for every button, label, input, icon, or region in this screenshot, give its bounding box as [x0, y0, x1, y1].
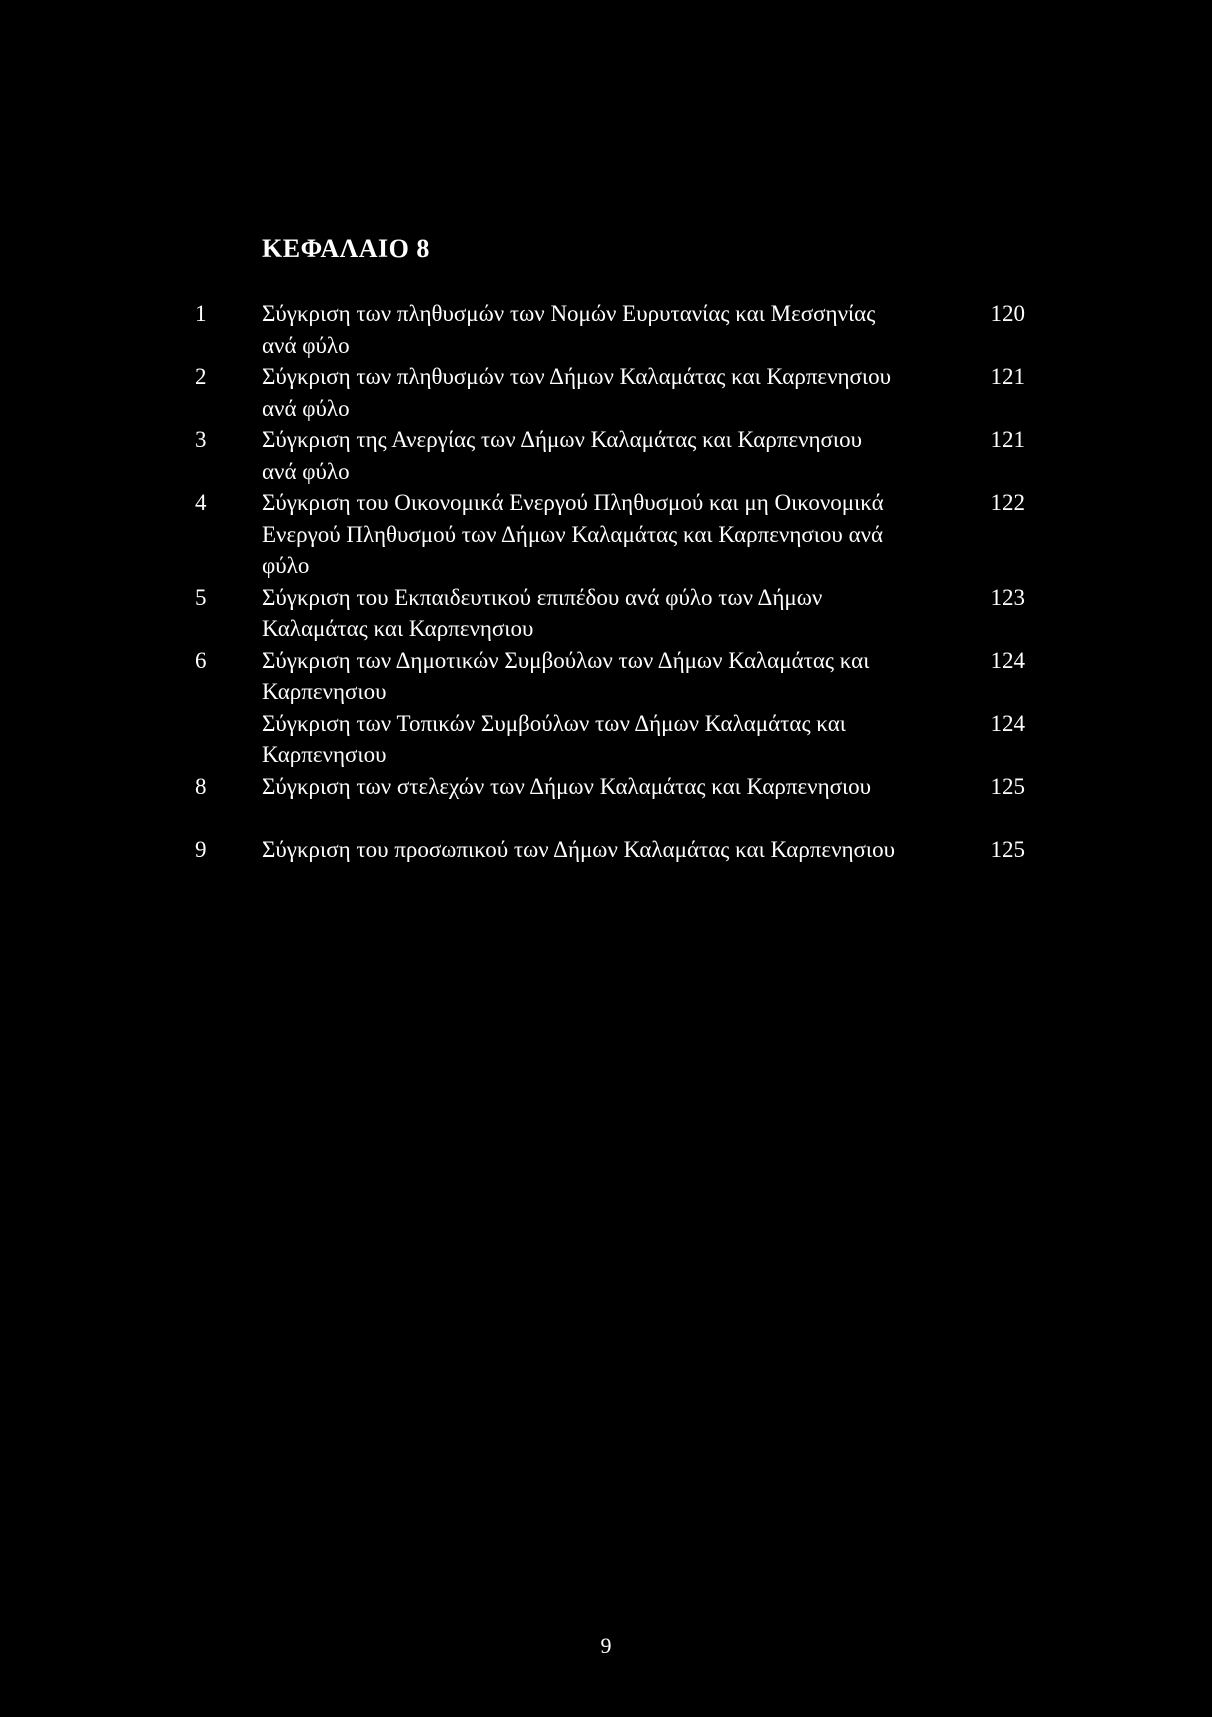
toc-entry: [195, 487, 1025, 582]
entry-number: 5: [195, 584, 207, 610]
entry-number: 8: [195, 773, 207, 799]
entry-number: 1: [195, 301, 207, 326]
entry-title: Σύγκριση των Δημοτικών Συμβούλων των Δήμων Καλαμάτας και Καρπενησιου: [262, 647, 870, 704]
entry-title: Σύγκριση του Εκπαιδευτικού επιπέδου ανά φύλο των Δήμων Καλαμάτας και Καρπενησιου: [262, 584, 823, 641]
entry-page: 122: [990, 490, 1025, 515]
entry-page: 124: [990, 710, 1025, 736]
toc-entry: [195, 771, 1025, 834]
table-of-contents: [195, 298, 1025, 897]
entry-title: Σύγκριση του Οικονομικά Ενεργού Πληθυσμού και μη Οικονομικά Ενεργού Πληθυσμού των Δήμων Καλαμάτας και Καρπενησιου ανά φύλο: [262, 490, 884, 578]
entry-title: Σύγκριση της Ανεργίας των Δήμων Καλαμάτας και Καρπενησιου ανά φύλο: [262, 427, 862, 484]
entry-page: 120: [990, 301, 1025, 326]
toc-entry: [195, 645, 1025, 708]
entry-page: 123: [990, 584, 1025, 610]
entry-number: 4: [195, 490, 207, 515]
toc-entry: [195, 424, 1025, 487]
page-number: 9: [600, 1633, 612, 1658]
entry-page: 121: [990, 427, 1025, 452]
entry-title: Σύγκριση των στελεχών των Δήμων Καλαμάτας και Καρπενησιου: [262, 773, 872, 799]
entry-title: Σύγκριση των πληθυσμών των Δήμων Καλαμάτας και Καρπενησιου ανά φύλο: [262, 364, 891, 421]
entry-title: Σύγκριση των Τοπικών Συμβούλων των Δήμων Καλαμάτας και Καρπενησιου: [262, 710, 846, 767]
entry-number: 3: [195, 427, 207, 452]
toc-entry: [195, 582, 1025, 645]
entry-page: 124: [990, 647, 1025, 673]
toc-entry: [195, 834, 1025, 897]
entry-page: 121: [990, 364, 1025, 389]
toc-entry: [195, 298, 1025, 361]
entry-page: 125: [990, 836, 1025, 862]
entry-title: Σύγκριση των πληθυσμών των Νομών Ευρυτανίας και Μεσσηνίας ανά φύλο: [262, 301, 876, 358]
entry-number: 2: [195, 364, 207, 389]
entry-title: Σύγκριση του προσωπικού των Δήμων Καλαμάτας και Καρπενησιου: [262, 836, 895, 862]
toc-entry: [195, 361, 1025, 424]
entry-number: 9: [195, 836, 207, 862]
entry-page: 125: [990, 773, 1025, 799]
toc-entry: [195, 708, 1025, 771]
entry-number: 6: [195, 647, 207, 673]
chapter-title: ΚΕΦΑΛΑΙΟ 8: [262, 234, 430, 263]
